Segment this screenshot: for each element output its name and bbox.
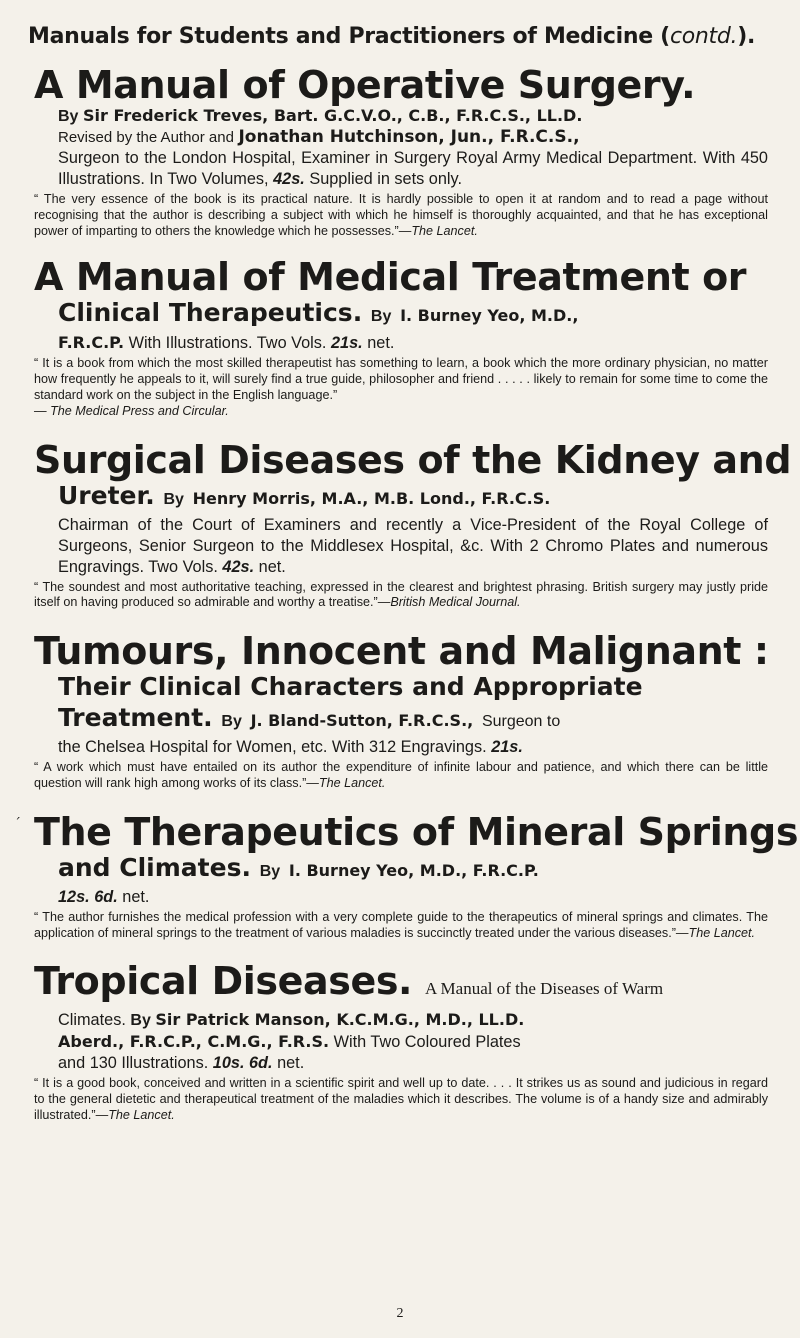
- entry-title-line: Tropical Diseases. A Manual of the Diseases of Warm: [34, 959, 664, 1004]
- entry-subtitle-line: Their Clinical Characters and Appropriate: [58, 672, 643, 702]
- price: 12s. 6d.: [58, 887, 118, 906]
- entry-description: Surgeon to the London Hospital, Examiner in Surgery Royal Army Medical Department. With 450 Illustrations. In Two Volumes, 42s. Supplied in sets only.: [58, 149, 768, 188]
- entry-tumours: [34, 631, 768, 792]
- price: 21s.: [330, 334, 363, 353]
- review-quote: “ It is a good book, conceived and written in a scientific spirit and well up to date. . . . It strikes us as sound and judicious in regard to the general dietetic and therapeutical treatment of the maladies which it describes. The volume is of a handy size and admirably illustrated.”—The Lancet.: [34, 1076, 768, 1122]
- header-close: ).: [737, 24, 756, 49]
- margin-mark: ˊ: [14, 815, 21, 832]
- review-quote: “ The very essence of the book is its practical nature. It is hardly possible to open it at random and to read a page without recognising that the author is describing a subject with which he himself is thoroughly acquainted, and that he has exceptional power of imparting to others the knowledge which he possesses.”—The Lancet.: [34, 192, 768, 238]
- page-header: [28, 0, 768, 49]
- entry-subtitle-line-2: Treatment. By J. Bland-Sutton, F.R.C.S., Surgeon to: [58, 703, 561, 733]
- entry-medical-treatment: [34, 257, 768, 419]
- price: 10s. 6d.: [212, 1054, 273, 1073]
- review-quote: “ A work which must have entailed on its author the expenditure of infinite labour and patience, and which there can be little question will rank high among works of its class.”—The Lancet.: [34, 760, 768, 790]
- price: 21s.: [491, 738, 523, 757]
- review-source: The Lancet.: [318, 775, 386, 790]
- entry-author-line-2: Aberd., F.R.C.P., C.M.G., F.R.S. With Two Coloured Plates: [58, 1032, 521, 1052]
- price: 42s.: [222, 557, 255, 576]
- entry-reviser-line: Revised by the Author and Jonathan Hutchinson, Jun., F.R.C.S.,: [58, 127, 580, 147]
- entry-description: 12s. 6d. net.: [58, 887, 150, 906]
- entry-title: A Manual of Medical Treatment or: [34, 255, 747, 300]
- entry-title: The Therapeutics of Mineral Springs: [34, 809, 799, 854]
- entry-kidney-ureter: [34, 437, 792, 612]
- review-quote: “ It is a book from which the most skilled therapeutist has something to learn, a book which the more ordinary physician, no matter how frequently he appeals to it, will surely find a true guide, philosopher and friend . . . . . likely to remain for some time to come the standard work on the subject in the English language.” — The Medical Press and Circular.: [34, 356, 768, 418]
- entry-subtitle-line: and Climates. By I. Burney Yeo, M.D., F.R.C.P.: [58, 852, 539, 882]
- entry-title: A Manual of Operative Surgery.: [34, 63, 696, 107]
- entry-author-line: Climates. By Sir Patrick Manson, K.C.M.G., M.D., LL.D.: [58, 1010, 525, 1030]
- review-source: The Lancet.: [688, 925, 756, 940]
- entry-description: Chairman of the Court of Examiners and recently a Vice-President of the Royal College of Surgeons, Senior Surgeon to the Middlesex Hospital, &c. With 2 Chromo Plates and numerous Engravings. Two Vols. 42s. net.: [58, 515, 768, 576]
- review-source: British Medical Journal.: [390, 595, 521, 610]
- header-contd: contd.: [669, 24, 738, 49]
- review-quote: “ The author furnishes the medical profession with a very complete guide to the therapeutics of mineral springs and climates. The application of mineral springs to the treatment of various maladies is succinctly treated under the various diseases.”—The Lancet.: [34, 909, 768, 940]
- entry-operative-surgery: [34, 65, 768, 239]
- entry-mineral-springs: [14, 809, 799, 942]
- entry-author-line: By Sir Frederick Treves, Bart. G.C.V.O., C.B., F.R.C.S., LL.D.: [58, 106, 583, 125]
- entry-description: F.R.C.P. With Illustrations. Two Vols. 21s. net.: [58, 333, 395, 353]
- entry-title: Tumours, Innocent and Malignant :: [34, 629, 769, 674]
- review-source: The Lancet.: [411, 223, 478, 238]
- review-quote: “ The soundest and most authoritative teaching, expressed in the clearest and brightest phrasing. British surgery may justly pride itself on having produced so admirable and worthy a treatise.”—British Medical Journal.: [34, 579, 768, 610]
- review-source: — The Medical Press and Circular.: [34, 403, 229, 418]
- entry-subtitle-line: Clinical Therapeutics. By I. Burney Yeo, M.D.,: [58, 298, 579, 328]
- page-number: 2: [396, 1306, 404, 1321]
- entry-description: the Chelsea Hospital for Women, etc. With 312 Engravings. 21s.: [58, 738, 523, 757]
- review-source: The Lancet.: [108, 1107, 175, 1122]
- entry-tropical-diseases: [34, 961, 768, 1123]
- entry-subtitle-line: Ureter. By Henry Morris, M.A., M.B. Lond., F.R.C.S.: [58, 480, 551, 510]
- header-text: Manuals for Students and Practitioners of Medicine (: [28, 24, 670, 49]
- entry-title: Surgical Diseases of the Kidney and: [34, 437, 792, 482]
- entry-title: Tropical Diseases.: [34, 959, 413, 1004]
- entry-description: and 130 Illustrations. 10s. 6d. net.: [58, 1054, 305, 1073]
- price: 42s.: [273, 170, 305, 188]
